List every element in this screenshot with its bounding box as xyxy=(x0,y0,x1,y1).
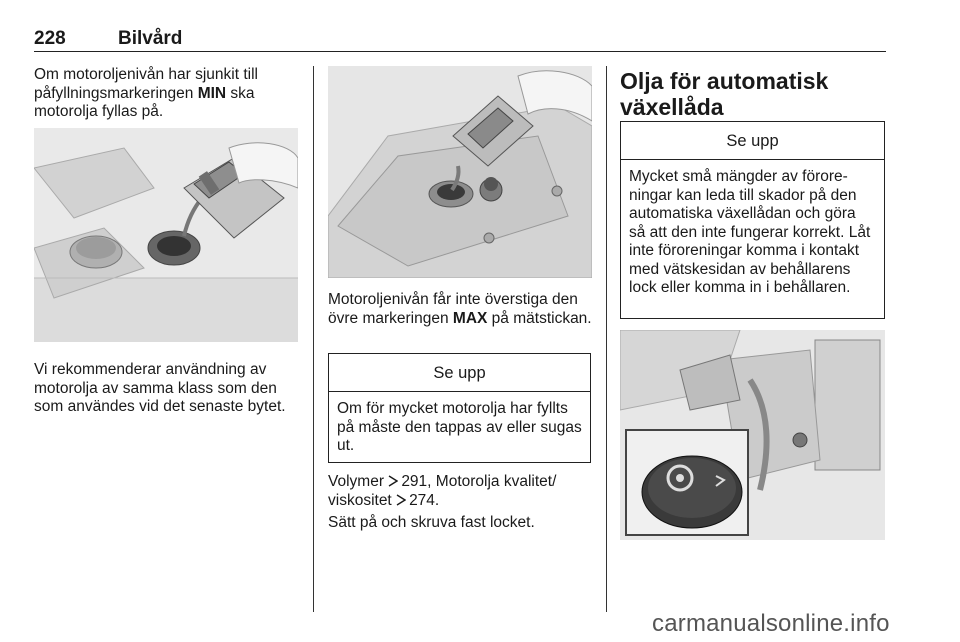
caution-box-oil xyxy=(328,353,591,463)
max-level-paragraph: Motoroljenivån får inte överstiga den övre markeringen MAX på mätstickan. xyxy=(328,291,592,327)
transmission-reservoir-illustration xyxy=(620,330,885,540)
cross-reference-arrow-icon xyxy=(388,475,398,487)
page-number: 228 xyxy=(34,28,66,49)
caution-text: Mycket små mängder av föroreningar kan leda till skador på den automatiska växellådan och göra så att den inte fungerar korrekt. Låt inte föroreningar komma i kontakt med vätskesidan av behållarens lock eller komma in i behållaren. xyxy=(629,168,871,296)
watermark: carmanualsonline.info xyxy=(652,610,890,637)
chapter-title: Bilvård xyxy=(118,28,183,49)
volumes-paragraph: Volymer 291, Motorolja kvalitet/ viskositet 274. xyxy=(328,473,557,509)
min-label: MIN xyxy=(197,84,227,102)
volumes-link[interactable]: 291, Motorolja kvalitet/ xyxy=(401,473,557,490)
caution-box-transmission xyxy=(620,121,885,319)
max-label: MAX xyxy=(452,309,488,327)
caution-title: Se upp xyxy=(621,122,884,160)
caution-text: Om för mycket motorolja har fyllts på måste den tappas av eller sugas ut. xyxy=(337,400,582,454)
section-title-transmission-oil: Olja för automatisk växellåda xyxy=(620,68,829,120)
caution-title: Se upp xyxy=(329,354,590,392)
page-header xyxy=(34,26,886,52)
column-divider-1 xyxy=(313,66,314,612)
column-divider-2 xyxy=(606,66,607,612)
oil-filling-illustration-1 xyxy=(34,128,298,342)
cross-reference-arrow-icon xyxy=(396,494,406,506)
cap-instruction: Sätt på och skruva fast locket. xyxy=(328,514,535,531)
intro-paragraph: Om motoroljenivån har sjunkit till påfyllningsmarkeringen MIN ska motorolja fyllas på. xyxy=(34,66,258,120)
viscosity-link[interactable]: 274. xyxy=(409,491,440,509)
recommendation-paragraph: Vi rekommenderar användning av motorolja av samma klass som den som användes vid det senaste bytet. xyxy=(34,361,286,415)
oil-filling-illustration-2 xyxy=(328,66,592,278)
